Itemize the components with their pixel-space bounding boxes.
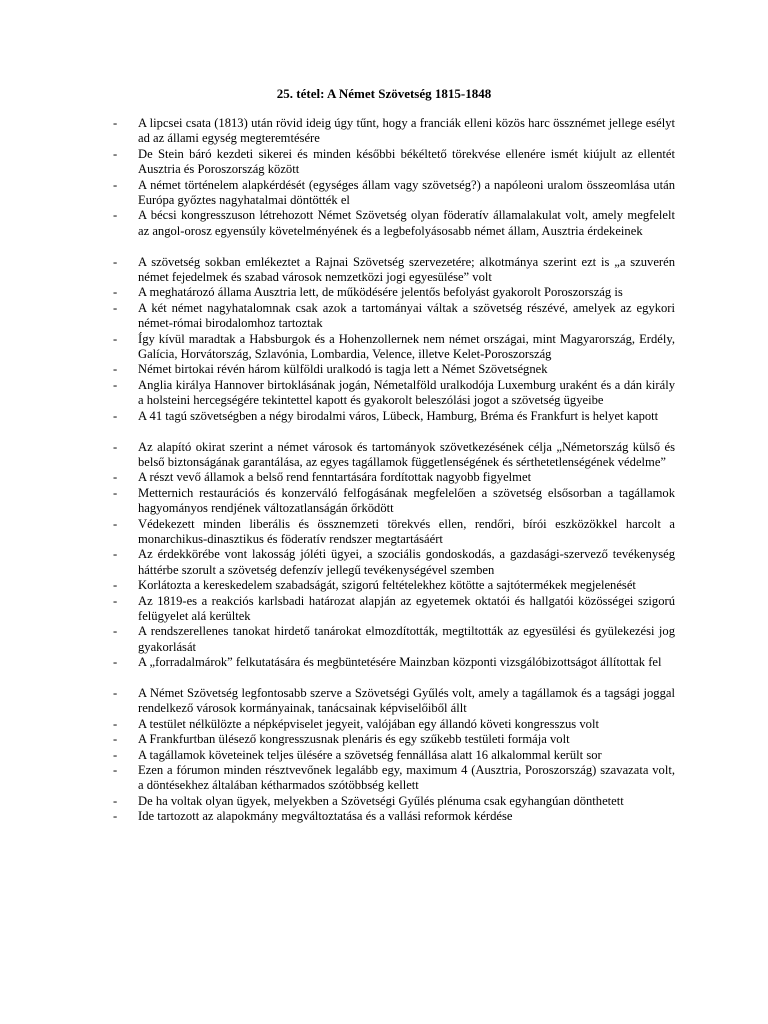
bullet-dash: -	[113, 146, 118, 161]
bullet-text: A Frankfurtban ülésező kongresszusnak plenáris és egy szűkebb testületi formája volt	[138, 732, 570, 747]
bullet-text: A lipcsei csata (1813) után rövid ideig úgy tűnt, hogy a franciák elleni közös harc össznémet jellege esélyt ad az állami egység megteremtésére	[138, 116, 675, 146]
section-spacer	[113, 671, 675, 686]
bullet-text: A Német Szövetség legfontosabb szerve a Szövetségi Gyűlés volt, amely a tagállamok és a tagsági joggal rendelkező városok kormányainak, tanácsainak képviselőiből állt	[138, 685, 675, 716]
document-title: 25. tétel: A Német Szövetség 1815-1848	[276, 86, 492, 101]
bullet-text: De Stein báró kezdeti sikerei és minden későbbi békéltető törekvése ellenére ismét kiújult az ellentét Ausztria és Poroszország között	[138, 146, 675, 177]
bullet-dash: -	[113, 747, 118, 762]
bullet-text: A szövetség sokban emlékeztet a Rajnai Szövetség szervezetére; alkotmánya szerint ezt is „a szuverén német fejedelmek és szabad városok nemzetközi jogi egyesülése” volt	[138, 254, 675, 285]
bullet-text: A rendszerellenes tanokat hirdető tanárokat elmozdították, megtiltották az egyesülési és gyülekezési jog gyakorlását	[138, 624, 675, 654]
bullet-item	[113, 517, 675, 548]
bullet-text: A két német nagyhatalomnak csak azok a tartományai váltak a szövetség részévé, amelyek az egykori német-római birodalomhoz tartoztak	[138, 300, 675, 331]
bullet-dash: -	[113, 547, 118, 562]
bullet-item	[113, 547, 675, 578]
bullet-dash: -	[113, 624, 118, 639]
bullet-item	[113, 624, 675, 655]
bullet-text: Korlátozta a kereskedelem szabadságát, szigorú feltételekhez kötötte a sajtótermékek megjelenését	[138, 578, 636, 593]
bullet-dash: -	[113, 809, 118, 824]
bullet-dash: -	[113, 208, 118, 223]
bullet-section	[113, 255, 675, 424]
bullet-dash: -	[113, 300, 118, 315]
bullet-dash: -	[113, 685, 118, 700]
bullet-item	[113, 255, 675, 286]
bullet-text: A meghatározó állama Ausztria lett, de működésére jelentős befolyást gyakorolt Poroszország is	[138, 285, 623, 300]
bullet-item	[113, 147, 675, 178]
bullet-item	[113, 378, 675, 409]
bullet-dash: -	[113, 655, 118, 670]
bullet-dash: -	[113, 470, 118, 485]
bullet-text: Ezen a fórumon minden résztvevőnek legalább egy, maximum 4 (Ausztria, Poroszország) szavazata volt, a döntésekhez általában kétharmados szótöbbség kellett	[138, 763, 675, 793]
bullet-section	[113, 440, 675, 671]
bullet-item	[113, 732, 675, 747]
bullet-text: Így kívül maradtak a Habsburgok és a Hohenzollernek nem német országai, mint Magyarország, Erdély, Galícia, Horvátország, Szlavónia, Lombardia, Velence, illetve Kelet-Poroszország	[138, 331, 675, 362]
bullet-item	[113, 332, 675, 363]
bullet-text: A „forradalmárok” felkutatására és megbüntetésére Mainzban központi vizsgálóbizottságot állítottak fel	[138, 655, 662, 670]
bullet-item	[113, 655, 675, 670]
bullet-dash: -	[113, 408, 118, 423]
bullet-text: Anglia királya Hannover birtoklásának jogán, Németalföld uralkodója Luxemburg uraként és a dán király a holsteini hercegségére tekintettel kapott és gyakorolt beleszólási jogot a szövetség ügyeibe	[138, 377, 675, 408]
bullet-item	[113, 748, 675, 763]
bullet-item	[113, 208, 675, 239]
bullet-item	[113, 470, 675, 485]
bullet-dash: -	[113, 716, 118, 731]
bullet-item	[113, 486, 675, 517]
bullet-item	[113, 440, 675, 471]
section-spacer	[113, 424, 675, 439]
bullet-item	[113, 794, 675, 809]
bullet-dash: -	[113, 254, 118, 269]
bullet-item	[113, 362, 675, 377]
bullet-dash: -	[113, 377, 118, 392]
bullet-item	[113, 578, 675, 593]
bullet-item	[113, 686, 675, 717]
bullet-item	[113, 717, 675, 732]
bullet-text: De ha voltak olyan ügyek, melyekben a Szövetségi Gyűlés plénuma csak egyhangúan dönthetett	[138, 793, 624, 808]
document-body	[113, 116, 675, 825]
bullet-dash: -	[113, 793, 118, 808]
bullet-dash: -	[113, 177, 118, 192]
bullet-dash: -	[113, 578, 118, 593]
bullet-text: A részt vevő államok a belső rend fenntartására fordítottak nagyobb figyelmet	[138, 470, 532, 485]
bullet-item	[113, 301, 675, 332]
bullet-item	[113, 594, 675, 625]
bullet-item	[113, 285, 675, 300]
section-spacer	[113, 239, 675, 254]
bullet-text: Az 1819-es a reakciós karlsbadi határozat alapján az egyetemek oktatói és hallgatói közösségei szigorú felügyelet alá kerültek	[138, 593, 675, 623]
bullet-text: A tagállamok követeinek teljes ülésére a szövetség fennállása alatt 16 alkalommal került sor	[138, 747, 602, 762]
bullet-item	[113, 763, 675, 794]
bullet-item	[113, 409, 675, 424]
bullet-text: A bécsi kongresszuson létrehozott Német Szövetség olyan föderatív államalakulat volt, amely megfelelt az angol-orosz egyensúly követelményének és a legbefolyásosabb német állam, Ausztria érdekeinek	[138, 208, 675, 238]
bullet-dash: -	[113, 732, 118, 747]
bullet-dash: -	[113, 516, 118, 531]
bullet-text: A 41 tagú szövetségben a négy birodalmi város, Lübeck, Hamburg, Bréma és Frankfurt is helyet kapott	[138, 408, 659, 423]
bullet-dash: -	[113, 763, 118, 778]
bullet-section	[113, 686, 675, 825]
bullet-dash: -	[113, 593, 118, 608]
bullet-text: Az érdekkörébe vont lakosság jóléti ügyei, a szociális gondoskodás, a gazdasági-szervező tevékenység háttérbe szorult a szövetség defenzív jellegű tevékenységével szemben	[138, 547, 675, 577]
bullet-dash: -	[113, 485, 118, 500]
bullet-text: Metternich restaurációs és konzerváló felfogásának megfelelően a szövetség elsősorban a tagállamok hagyományos rendjének változatlanságán őrködött	[138, 485, 675, 516]
bullet-section	[113, 116, 675, 239]
bullet-item	[113, 809, 675, 824]
bullet-dash: -	[113, 362, 118, 377]
bullet-text: A testület nélkülözte a népképviselet jegyeit, valójában egy állandó követi kongresszus volt	[138, 716, 599, 731]
bullet-dash: -	[113, 439, 118, 454]
bullet-text: Az alapító okirat szerint a német városok és tartományok szövetkezésének célja „Németország külső és belső biztonságának garantálása, az egyes tagállamok függetlenségének és sérthetetlenségének védelme”	[138, 439, 675, 469]
bullet-text: Védekezett minden liberális és össznemzeti törekvés ellen, rendőri, bírói eszközökkel harcolt a monarchikus-dinasztikus és föderatív rendszer megtartásáért	[138, 516, 675, 546]
bullet-item	[113, 178, 675, 209]
bullet-text: Ide tartozott az alapokmány megváltoztatása és a vallási reformok kérdése	[138, 809, 513, 824]
bullet-dash: -	[113, 285, 118, 300]
bullet-dash: -	[113, 116, 118, 130]
bullet-item	[113, 116, 675, 147]
bullet-dash: -	[113, 331, 118, 346]
bullet-text: A német történelem alapkérdését (egységes állam vagy szövetség?) a napóleoni uralom összeomlása után Európa győztes nagyhatalmai döntötték el	[138, 177, 675, 208]
bullet-text: Német birtokai révén három külföldi uralkodó is tagja lett a Német Szövetségnek	[138, 362, 548, 377]
